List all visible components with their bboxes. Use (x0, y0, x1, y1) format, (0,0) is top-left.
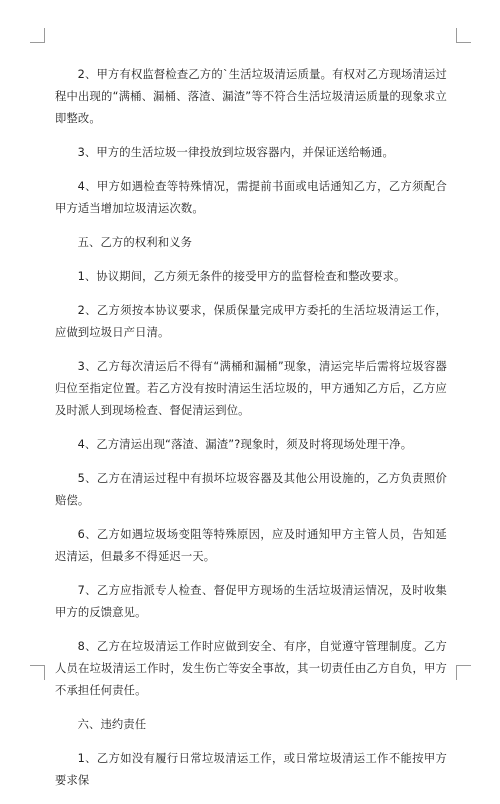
clause-b7: 7、乙方应指派专人检查、督促甲方现场的生活垃圾清运情况，及时收集甲方的反馈意见。 (55, 584, 447, 619)
clause-b6: 6、乙方如遇垃圾场变阻等特殊原因，应及时通知甲方主管人员，告知延迟清运，但最多不得延迟一天。 (55, 528, 447, 563)
crop-mark-top-right (456, 28, 471, 43)
clause-c1: 1、乙方如没有履行日常垃圾清运工作，或日常垃圾清运工作不能按甲方要求保 (55, 752, 447, 787)
clause-b2: 2、乙方须按本协议要求，保质保量完成甲方委托的生活垃圾清运工作，应做到垃圾日产日清。 (55, 304, 447, 339)
clause-b3: 3、乙方每次清运后不得有“满桶和漏桶”现象，清运完毕后需将垃圾容器归位至指定位置。若乙方没有按时清运生活垃圾的，甲方通知乙方后，乙方应及时派人到现场检查、督促清运到位。 (55, 360, 447, 417)
clause-a3: 3、甲方的生活垃圾一律投放到垃圾容器内，并保证送给畅通。 (77, 146, 394, 159)
crop-mark-bottom-right (456, 665, 471, 680)
clause-b1: 1、协议期间，乙方须无条件的接受甲方的监督检查和整改要求。 (77, 270, 406, 283)
clause-b4: 4、乙方清运出现“落渣、漏渣”?现象时，须及时将现场处理干净。 (77, 438, 413, 451)
clause-b5: 5、乙方在清运过程中有损坏垃圾容器及其他公用设施的，乙方负责照价赔偿。 (55, 472, 447, 507)
crop-mark-top-left (30, 28, 45, 43)
clause-b8: 8、乙方在垃圾清运工作时应做到安全、有序，自觉遵守管理制度。乙方人员在垃圾清运工作时，发生伤亡等安全事故，其一切责任由乙方自负，甲方不承担任何责任。 (55, 640, 447, 697)
clause-a4: 4、甲方如遇检查等特殊情况，需提前书面或电话通知乙方，乙方须配合甲方适当增加垃圾清运次数。 (55, 180, 447, 215)
document-body (55, 64, 447, 804)
clause-a2: 2、甲方有权监督检查乙方的`生活垃圾清运质量。有权对乙方现场清运过程中出现的“满桶、漏桶、落渣、漏渣”等不符合生活垃圾清运质量的现象求立即整改。 (55, 68, 447, 125)
section-heading-6: 六、违约责任 (77, 718, 147, 731)
section-heading-5: 五、乙方的权利和义务 (77, 236, 193, 249)
crop-mark-bottom-left (30, 665, 45, 680)
